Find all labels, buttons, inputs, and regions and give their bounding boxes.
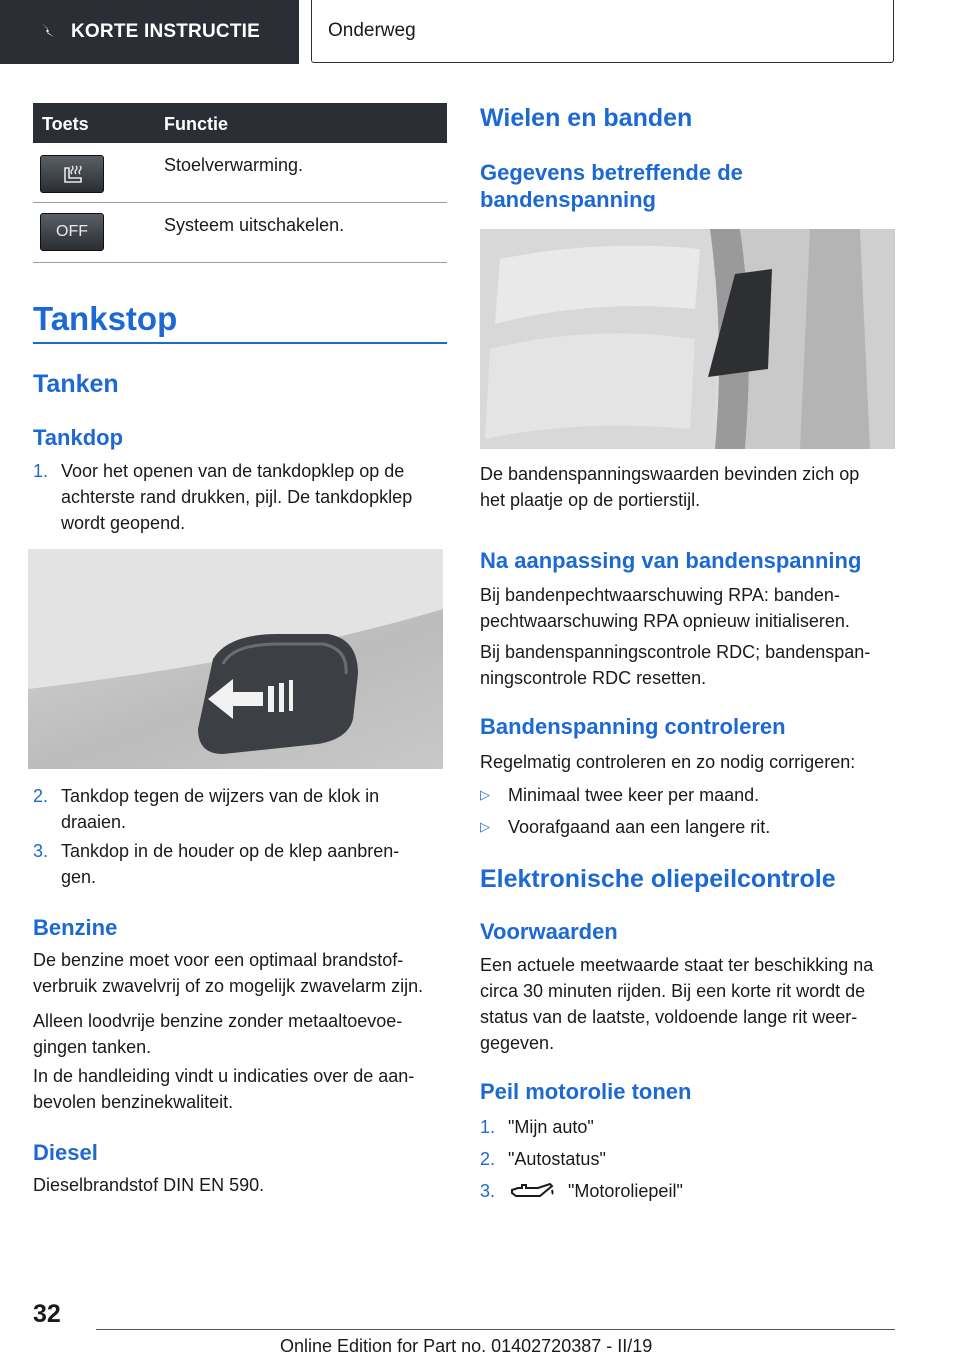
text-line: In de handleiding vindt u indicaties over de aan- bbox=[33, 1066, 415, 1086]
heading-line: bandenspanning bbox=[480, 187, 656, 212]
list-text: Tankdop tegen de wijzers van de klok in bbox=[61, 786, 380, 806]
table-row bbox=[33, 143, 447, 203]
off-button: OFF bbox=[40, 213, 104, 251]
paragraph: Regelmatig controleren en zo nodig corrigeren: bbox=[480, 752, 856, 772]
paragraph bbox=[33, 947, 423, 999]
section-tab[interactable] bbox=[0, 0, 299, 64]
edition-text: Online Edition for Part no. 01402720387 - II/19 bbox=[280, 1336, 653, 1356]
function-text: Stoelverwarming. bbox=[164, 155, 304, 175]
text-line: pechtwaarschuwing RPA opnieuw initialiseren. bbox=[480, 611, 850, 631]
text-line: ningscontrole RDC resetten. bbox=[480, 668, 707, 688]
page-number: 32 bbox=[33, 1300, 61, 1328]
paragraph bbox=[33, 1063, 414, 1115]
text-line: De benzine moet voor een optimaal brandstof- bbox=[33, 950, 404, 970]
heading-oliepeilcontrole: Elektronische oliepeilcontrole bbox=[480, 865, 836, 893]
text-line: gingen tanken. bbox=[33, 1037, 152, 1057]
text-line: gegeven. bbox=[480, 1033, 555, 1053]
list-text: "Autostatus" bbox=[508, 1149, 606, 1169]
list-text: Voor het openen van de tankdopklep op de bbox=[61, 461, 405, 481]
list-text: "Mijn auto" bbox=[508, 1117, 594, 1137]
text-line: bevolen benzinekwaliteit. bbox=[33, 1092, 234, 1112]
list-text: draaien. bbox=[61, 812, 127, 832]
lightning-icon bbox=[39, 21, 57, 44]
section-label: KORTE INSTRUCTIE bbox=[71, 21, 260, 42]
fuel-flap-image bbox=[28, 549, 443, 769]
paragraph bbox=[480, 639, 870, 691]
list-number: 1. bbox=[480, 1117, 496, 1137]
heading-gegevens bbox=[480, 159, 743, 213]
heading-voorwaarden: Voorwaarden bbox=[480, 919, 618, 944]
text-line: Bij bandenspanningscontrole RDC; bandenspan- bbox=[480, 642, 871, 662]
function-table bbox=[33, 103, 447, 263]
paragraph: Dieselbrandstof DIN EN 590. bbox=[33, 1175, 265, 1195]
paragraph bbox=[33, 1008, 402, 1060]
text-line: circa 30 minuten rijden. Bij een korte rit wordt de bbox=[480, 981, 866, 1001]
list-text: Tankdop in de houder op de klep aanbren- bbox=[61, 841, 400, 861]
list-text: gen. bbox=[61, 867, 97, 887]
heading-tankstop: Tankstop bbox=[33, 300, 178, 337]
list-text: achterste rand drukken, pijl. De tankdopklep bbox=[61, 487, 413, 507]
seat-heating-icon bbox=[57, 162, 87, 186]
heading-controleren: Bandenspanning controleren bbox=[480, 714, 786, 739]
list-text: Voorafgaand aan een langere rit. bbox=[508, 817, 771, 837]
text-line: Alleen loodvrije benzine zonder metaaltoevoe- bbox=[33, 1011, 403, 1031]
oil-can-icon bbox=[508, 1180, 558, 1209]
list-number: 2. bbox=[33, 786, 49, 806]
list-number: 1. bbox=[33, 461, 49, 481]
list-text: Minimaal twee keer per maand. bbox=[508, 785, 760, 805]
heading-wielen-banden: Wielen en banden bbox=[480, 104, 693, 132]
image-caption bbox=[480, 461, 859, 513]
chapter-label: Onderweg bbox=[328, 20, 416, 41]
heading-diesel: Diesel bbox=[33, 1140, 98, 1165]
door-pillar-image bbox=[480, 229, 895, 449]
text-line: status van de laatste, voldoende lange rit weer- bbox=[480, 1007, 858, 1027]
footer-rule bbox=[96, 1329, 895, 1330]
chapter-tab[interactable] bbox=[311, 0, 894, 63]
triangle-bullet-icon: ▷ bbox=[480, 819, 490, 834]
list-number: 3. bbox=[33, 841, 49, 861]
heading-peil-motorolie: Peil motorolie tonen bbox=[480, 1079, 692, 1104]
text-line: het plaatje op de portierstijl. bbox=[480, 490, 701, 510]
list-text: "Motoroliepeil" bbox=[568, 1181, 683, 1201]
heading-benzine: Benzine bbox=[33, 915, 118, 940]
heading-line: Gegevens betreffende de bbox=[480, 160, 743, 185]
heading-na-aanpassing: Na aanpassing van bandenspanning bbox=[480, 548, 862, 573]
text-line: De bandenspanningswaarden bevinden zich op bbox=[480, 464, 860, 484]
paragraph bbox=[480, 582, 850, 634]
column-header-function: Functie bbox=[164, 114, 229, 134]
table-header bbox=[33, 103, 447, 143]
table-row bbox=[33, 203, 447, 263]
paragraph bbox=[480, 952, 873, 1056]
heading-rule bbox=[33, 342, 447, 344]
heading-tanken: Tanken bbox=[33, 370, 119, 398]
list-number: 3. bbox=[480, 1181, 496, 1201]
heading-tankdop: Tankdop bbox=[33, 425, 124, 450]
text-line: Een actuele meetwaarde staat ter beschikking na bbox=[480, 955, 874, 975]
triangle-bullet-icon: ▷ bbox=[480, 787, 490, 802]
seat-heating-button bbox=[40, 155, 104, 193]
column-header-key: Toets bbox=[42, 114, 89, 134]
text-line: verbruik zwavelvrij of zo mogelijk zwavelarm zijn. bbox=[33, 976, 424, 996]
list-text: wordt geopend. bbox=[61, 513, 186, 533]
text-line: Bij bandenpechtwaarschuwing RPA: banden- bbox=[480, 585, 840, 605]
function-text: Systeem uitschakelen. bbox=[164, 215, 345, 235]
list-number: 2. bbox=[480, 1149, 496, 1169]
